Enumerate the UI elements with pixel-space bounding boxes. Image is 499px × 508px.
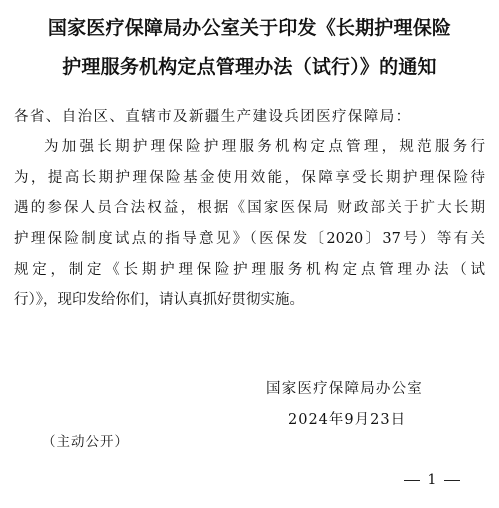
body-line-3: 遇的参保人员合法权益，根据《国家医保局 财政部关于扩大长期 bbox=[14, 200, 485, 216]
body-line-2: 为，提高长期护理保险基金使用效能，保障享受长期护理保险待 bbox=[14, 170, 485, 186]
body-line-1: 为加强长期护理保险护理服务机构定点管理，规范服务行 bbox=[44, 139, 485, 155]
body-line-6: 行）》，现印发给你们，请认真抓好贯彻实施。 bbox=[14, 292, 304, 308]
page-number: 1 bbox=[427, 472, 437, 488]
document-title-line-1: 国家医疗保障局办公室关于印发《长期护理保险 bbox=[47, 17, 452, 39]
signature-organization: 国家医疗保障局办公室 bbox=[266, 381, 423, 397]
page-number-dash-right bbox=[444, 480, 460, 481]
body-line-4: 护理保险制度试点的指导意见》（医保发〔2020〕37号）等有关 bbox=[14, 231, 485, 247]
body-line-5: 规定，制定《长期护理保险护理服务机构定点管理办法（试 bbox=[14, 262, 485, 278]
page-footer bbox=[392, 470, 472, 490]
document-title-line-2: 护理服务机构定点管理办法（试行）》的通知 bbox=[62, 56, 437, 78]
signature-date: 2024年9月23日 bbox=[288, 412, 407, 428]
salutation: 各省、自治区、直辖市及新疆生产建设兵团医疗保障局： bbox=[14, 109, 412, 125]
page-number-dash-left bbox=[404, 480, 420, 481]
disclosure-note: （主动公开） bbox=[42, 434, 129, 450]
